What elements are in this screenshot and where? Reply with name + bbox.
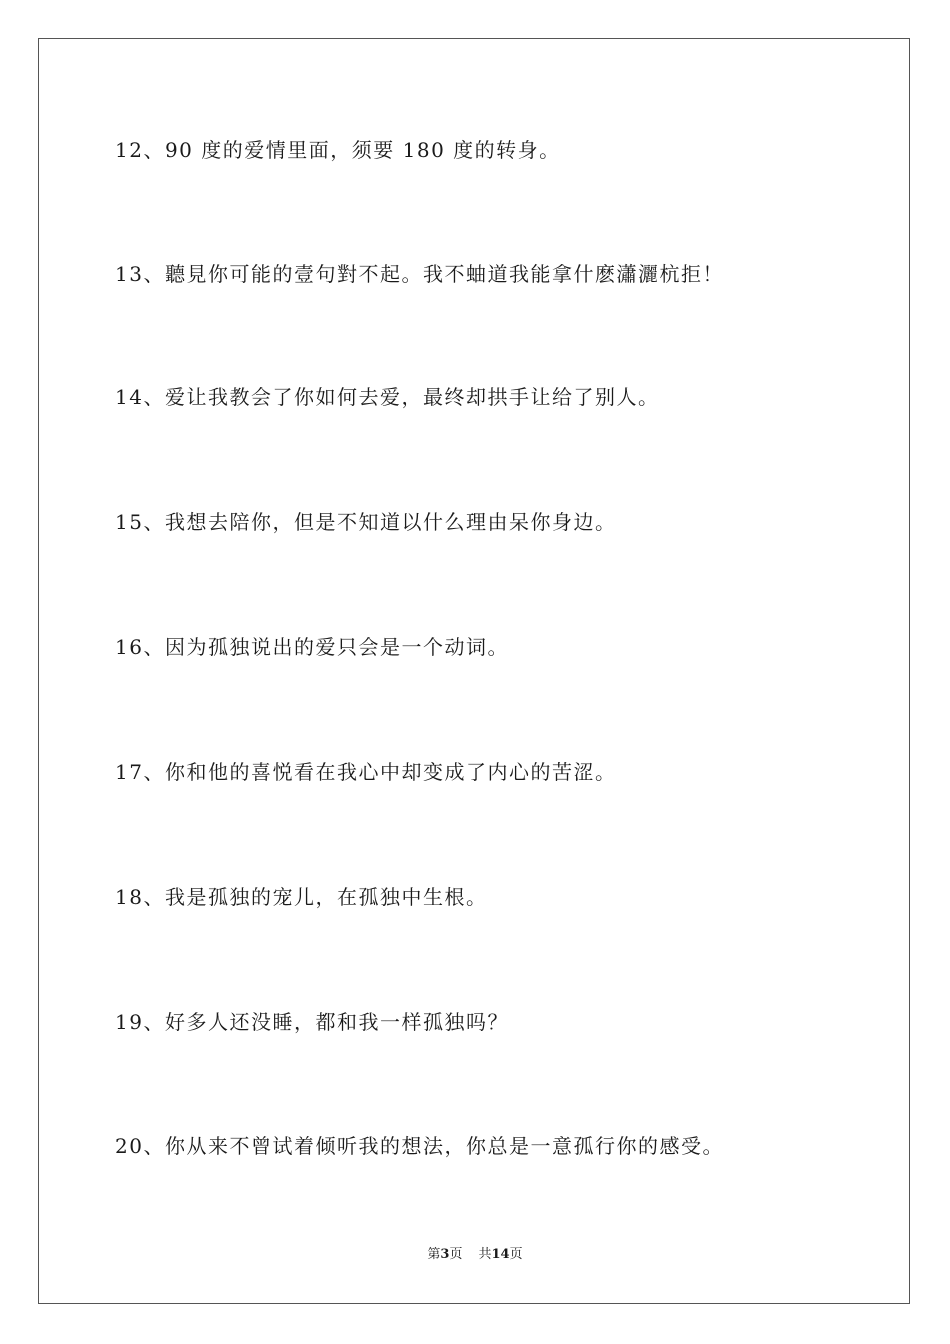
entry-separator: 、: [143, 1134, 165, 1158]
list-item: [115, 1133, 724, 1159]
list-item: [115, 759, 616, 785]
entry-separator: 、: [143, 635, 165, 659]
total-page-count: 14: [491, 1247, 510, 1262]
entry-separator: 、: [143, 760, 165, 784]
total-prefix: 共: [478, 1247, 492, 1262]
entry-number: 15: [115, 510, 144, 534]
page-frame: [38, 38, 910, 1304]
entry-text: 你和他的喜悦看在我心中却变成了内心的苦涩。: [164, 760, 617, 784]
list-item: [115, 137, 561, 163]
entry-text: 90 度的爱情里面，须要 180 度的转身。: [164, 138, 561, 162]
entry-separator: 、: [143, 262, 165, 286]
entry-number: 17: [115, 760, 144, 784]
entry-number: 16: [115, 635, 144, 659]
total-suffix: 页: [509, 1247, 523, 1262]
entry-text: 聽見你可能的壹句對不起。我不蚰道我能拿什麽瀟灑杭拒！: [164, 262, 724, 286]
entry-number: 20: [115, 1134, 144, 1158]
list-item: [115, 509, 616, 535]
entry-number: 18: [115, 885, 144, 909]
entry-text: 好多人还没睡，都和我一样孤独吗？: [164, 1010, 509, 1034]
entry-number: 14: [115, 385, 144, 409]
page-footer: [0, 1246, 950, 1264]
list-item: [115, 884, 487, 910]
list-item: [115, 261, 724, 287]
entry-separator: 、: [143, 510, 165, 534]
entry-separator: 、: [143, 1010, 165, 1034]
total-pages-label: [478, 1247, 522, 1262]
page-prefix: 第: [427, 1247, 441, 1262]
entry-text: 我想去陪你，但是不知道以什么理由呆你身边。: [164, 510, 617, 534]
entry-number: 13: [115, 262, 144, 286]
entry-number: 12: [115, 138, 144, 162]
list-item: [115, 1009, 509, 1035]
list-item: [115, 384, 659, 410]
entry-text: 你从来不曾试着倾听我的想法，你总是一意孤行你的感受。: [164, 1134, 724, 1158]
entry-separator: 、: [143, 138, 165, 162]
current-page-number: 3: [440, 1247, 450, 1262]
page-suffix: 页: [449, 1247, 463, 1262]
entry-text: 爱让我教会了你如何去爱，最终却拱手让给了别人。: [164, 385, 660, 409]
list-item: [115, 634, 509, 660]
entry-separator: 、: [143, 885, 165, 909]
entry-text: 我是孤独的宠儿，在孤独中生根。: [164, 885, 488, 909]
entry-text: 因为孤独说出的爱只会是一个动词。: [164, 635, 509, 659]
entry-separator: 、: [143, 385, 165, 409]
entry-number: 19: [115, 1010, 144, 1034]
page-number-label: [427, 1247, 462, 1262]
